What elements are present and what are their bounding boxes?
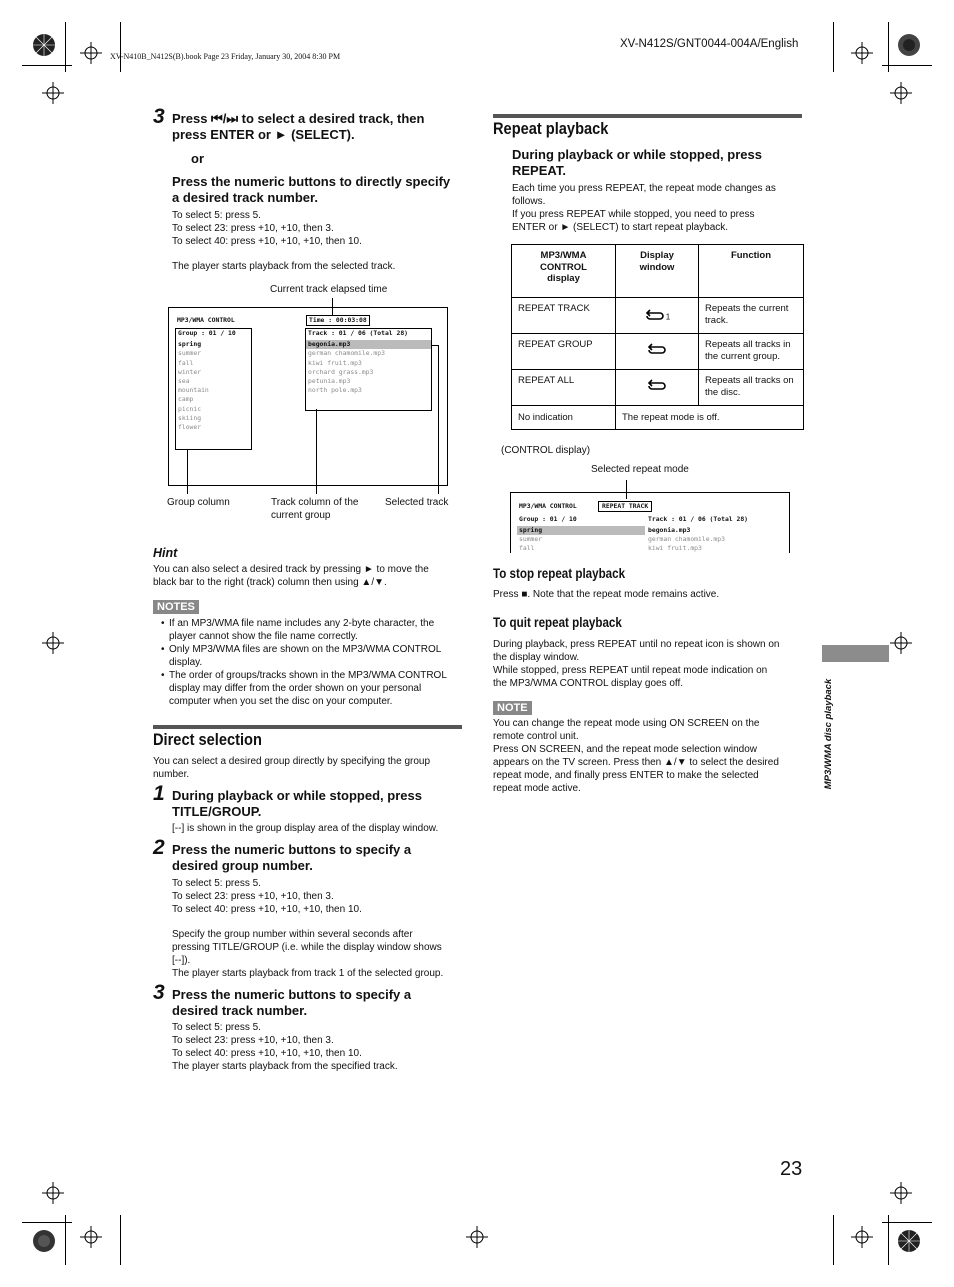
section-rule <box>153 725 462 729</box>
note-text: You can change the repeat mode using ON SCREEN on the remote control unit. Press ON SCREEN, and the repeat mode selection window appears on the TV screen. Press then ▲/▼ to select the desired repeat mode, and finally press ENTER to make the selected repeat mode active. <box>493 718 779 794</box>
step-instruction: Press the numeric buttons to specify a desired group number. <box>172 842 412 873</box>
table-row: REPEAT ALL Repeats all tracks on the disc. <box>512 370 804 406</box>
list-item: • Only MP3/WMA files are shown on the MP3/WMA CONTROL display. <box>169 643 471 669</box>
label-selected-track: Selected track <box>385 497 449 508</box>
list-item: fall <box>519 544 535 553</box>
step-alternative: Press the numeric buttons to directly specify a desired track number. <box>172 174 451 205</box>
sidebar-tab-label: MP3/WMA disc playback <box>823 678 834 790</box>
list-item: kiwi fruit.mp3 <box>308 358 362 367</box>
registration-mark-icon <box>897 33 921 57</box>
list-item: kiwi fruit.mp3 <box>648 544 702 553</box>
hint-text: You can also select a desired track by pressing ► to move the black bar to the right (track) column then using ▲/▼. <box>153 564 429 588</box>
list-item: german chamomile.mp3 <box>308 349 385 358</box>
list-item: spring <box>178 340 202 349</box>
callout-line <box>316 409 317 494</box>
crosshair-icon <box>42 632 64 654</box>
subhead-quit-repeat: To quit repeat playback <box>493 615 622 630</box>
sidebar-tab <box>822 645 889 662</box>
control-display-partial: MP3/WMA CONTROL REPEAT TRACK Group : 01 / 10 Track : 01 / 06 (Total 28) spring summer fall begonia.mp3 german chamomile.mp3 kiwi fruit.mp3 <box>510 492 790 553</box>
crosshair-icon <box>851 1226 873 1248</box>
or-label: or <box>191 151 204 166</box>
callout-elapsed-time: Current track elapsed time <box>270 284 388 295</box>
list-item: german chamomile.mp3 <box>648 535 725 544</box>
step-number: 3 <box>153 981 165 1004</box>
group-column: Group : 01 / 10 spring summer fall winter sea mountain camp picnic skiing flower <box>175 328 252 450</box>
repeat-icon <box>646 343 668 357</box>
list-item: mountain <box>178 386 209 395</box>
list-item: winter <box>178 367 202 376</box>
list-item: summer <box>519 535 543 544</box>
registration-mark-icon <box>32 33 56 57</box>
step-instruction: During playback or while stopped, press TITLE/GROUP. <box>172 788 422 819</box>
callout-line <box>187 449 188 494</box>
registration-mark-icon <box>32 1229 56 1253</box>
list-item: summer <box>178 349 202 358</box>
note-badge: NOTE <box>493 701 532 715</box>
notes-list <box>161 617 471 708</box>
repeat-mode-table <box>511 244 804 430</box>
crosshair-icon <box>466 1226 488 1248</box>
step-instruction: Press the numeric buttons to specify a desired track number. <box>172 987 412 1018</box>
crosshair-icon <box>42 82 64 104</box>
notes-badge: NOTES <box>153 600 199 614</box>
step-number: 2 <box>153 836 165 859</box>
time-display: Time : 00:03:08 <box>306 315 370 326</box>
list-item: • If an MP3/WMA file name includes any 2-byte character, the player cannot show the file name correctly. <box>169 617 471 643</box>
crosshair-icon <box>42 1182 64 1204</box>
list-item: flower <box>178 423 202 432</box>
step-number: 3 <box>153 105 165 128</box>
file-stamp: XV-N410B_N412S(B).book Page 23 Friday, January 30, 2004 8:30 PM <box>110 52 341 61</box>
control-title: MP3/WMA CONTROL <box>177 316 235 324</box>
label-group-column: Group column <box>167 497 230 508</box>
table-row: REPEAT TRACK 1 Repeats the current track. <box>512 298 804 334</box>
label-track-column: Track column of the current group <box>271 497 359 521</box>
list-item: north pole.mp3 <box>308 386 362 395</box>
direct-intro: You can select a desired group directly by specifying the group number. <box>153 756 431 780</box>
repeat-description: Each time you press REPEAT, the repeat mode changes as follows. If you press REPEAT while stopped, you need to press ENTER or ► (SELECT) to start repeat playback. <box>512 183 776 233</box>
repeat-mode-indicator: REPEAT TRACK <box>598 501 652 512</box>
list-item: petunia.mp3 <box>308 377 351 386</box>
track-column: Track : 01 / 06 (Total 28) begonia.mp3 german chamomile.mp3 kiwi fruit.mp3 orchard grass.mp3 petunia.mp3 north pole.mp3 <box>305 328 432 411</box>
examples: To select 5: press 5. To select 23: press +10, +10, then 3. To select 40: press +10, +10, +10, then 10. Specify the group number within several seconds after pressing TITLE/GROUP (i.e. while the display window shows [--]). The player starts playback from track 1 of the selected group. <box>172 878 444 979</box>
step-instruction: Press ⏮/⏭ to select a desired track, then press ENTER or ► (SELECT). <box>172 111 425 142</box>
table-row: MP3/WMA CONTROL display Display window Function <box>512 245 804 298</box>
list-item: fall <box>178 358 194 367</box>
crosshair-icon <box>80 42 102 64</box>
quit-text: During playback, press REPEAT until no repeat icon is shown on the display window. While stopped, press REPEAT until repeat mode indication on the MP3/WMA CONTROL display goes off. <box>493 639 780 689</box>
crosshair-icon <box>890 632 912 654</box>
model-code: XV-N412S/GNT0044-004A/English <box>620 38 799 50</box>
callout-line <box>432 345 439 346</box>
repeat-lead: During playback or while stopped, press REPEAT. <box>512 147 762 178</box>
list-item: begonia.mp3 <box>648 526 691 534</box>
table-row: REPEAT GROUP Repeats all tracks in the current group. <box>512 334 804 370</box>
crosshair-icon <box>890 1182 912 1204</box>
step-number: 1 <box>153 782 165 805</box>
subhead-stop-repeat: To stop repeat playback <box>493 566 626 581</box>
callout-selected-repeat-mode: Selected repeat mode <box>591 464 689 475</box>
examples: To select 5: press 5. To select 23: press +10, +10, then 3. To select 40: press +10, +10, +10, then 10. The player starts playback from the specified track. <box>172 1022 398 1072</box>
page-number: 23 <box>780 1158 803 1180</box>
hint-title: Hint <box>153 546 178 560</box>
list-item: camp <box>178 395 194 404</box>
selected-track-bar: begonia.mp3 <box>306 340 431 349</box>
result-text: The player starts playback from the selected track. <box>172 261 396 272</box>
step-note: [--] is shown in the group display area of the display window. <box>172 823 439 834</box>
stop-text: Press ■. Note that the repeat mode remains active. <box>493 589 720 600</box>
list-item: sea <box>178 377 190 386</box>
list-item: spring <box>517 526 645 535</box>
repeat-icon <box>644 309 666 323</box>
list-item: orchard grass.mp3 <box>308 367 374 376</box>
list-item: picnic <box>178 404 202 413</box>
list-item: • The order of groups/tracks shown in the MP3/WMA CONTROL display may differ from the order shown on your personal computer when you set the disc on your computer. <box>169 669 471 708</box>
table-row: No indication The repeat mode is off. <box>512 406 804 430</box>
section-rule <box>493 114 802 118</box>
crosshair-icon <box>80 1226 102 1248</box>
control-display-label: (CONTROL display) <box>501 445 591 456</box>
list-item: skiing <box>178 413 202 422</box>
callout-line <box>438 345 439 494</box>
control-display-diagram <box>168 307 448 486</box>
crosshair-icon <box>890 82 912 104</box>
examples: To select 5: press 5. To select 23: press +10, +10, then 3. To select 40: press +10, +10, +10, then 10. <box>172 210 362 247</box>
section-title-direct-selection: Direct selection <box>153 730 262 749</box>
repeat-icon <box>646 379 668 393</box>
registration-mark-icon <box>897 1229 921 1253</box>
section-title-repeat-playback: Repeat playback <box>493 119 609 138</box>
crosshair-icon <box>851 42 873 64</box>
